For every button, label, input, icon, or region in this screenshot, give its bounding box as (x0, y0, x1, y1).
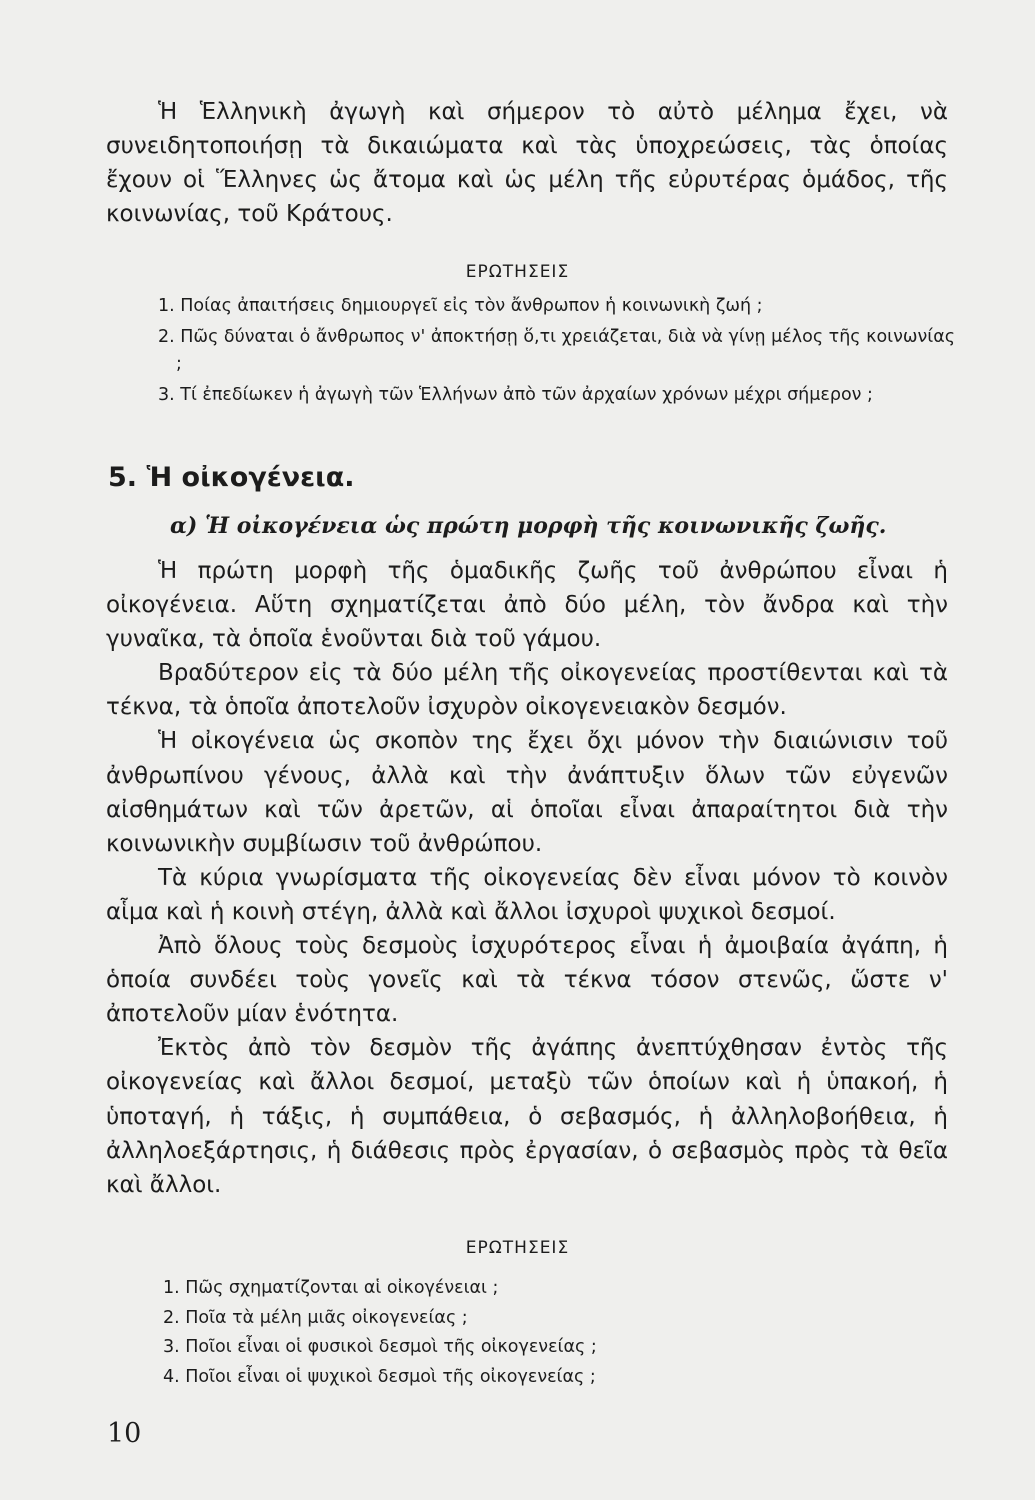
question-item: 3. Ποῖοι εἶναι οἱ φυσικοὶ δεσμοὶ τῆς οἰκογενείας ; (163, 1337, 597, 1357)
question-item: 2. Πῶς δύναται ὁ ἄνθρωπος ν' ἀποκτήσῃ ὅ,τι χρειάζεται, διὰ νὰ γίνῃ μέλος τῆς κοινωνίας ; (158, 327, 956, 374)
page-number: 10 (107, 1418, 142, 1449)
question-item: 3. Τί ἐπεδίωκεν ἡ ἀγωγὴ τῶν Ἑλλήνων ἀπὸ τῶν ἀρχαίων χρόνων μέχρι σήμερον ; (158, 385, 873, 405)
questions-heading-1: ΕΡΩΤΗΣΕΙΣ (465, 262, 570, 282)
section-title: α) Ἡ οἰκογένεια ὡς πρώτη μορφὴ τῆς κοινωνικῆς ζωῆς. (170, 513, 887, 539)
question-item: 1. Πῶς σχηματίζονται αἱ οἰκογένειαι ; (163, 1278, 499, 1298)
body-paragraph: Ἡ πρώτη μορφὴ τῆς ὁμαδικῆς ζωῆς τοῦ ἀνθρώπου εἶναι ἡ οἰκογένεια. Αὕτη σχηματίζεται ἀπὸ δύο μέλη, τὸν ἄνδρα καὶ τὴν γυναῖκα, τὰ ὁποῖα ἑνοῦνται διὰ τοῦ γάμου. (106, 558, 948, 653)
questions-list-2 (163, 1274, 923, 1392)
body-paragraph: Τὰ κύρια γνωρίσματα τῆς οἰκογενείας δὲν εἶναι μόνον τὸ κοινὸν αἷμα καὶ ἡ κοινὴ στέγη, ἀλλὰ καὶ ἄλλοι ἰσχυροὶ ψυχικοὶ δεσμοί. (106, 864, 948, 925)
question-item: 1. Ποίας ἀπαιτήσεις δημιουργεῖ εἰς τὸν ἄνθρωπον ἡ κοινωνικὴ ζωή ; (158, 296, 763, 316)
question-item: 4. Ποῖοι εἶναι οἱ ψυχικοὶ δεσμοὶ τῆς οἰκογενείας ; (163, 1366, 596, 1387)
questions-list-1 (158, 293, 958, 413)
body-paragraph: Βραδύτερον εἰς τὰ δύο μέλη τῆς οἰκογενείας προστίθενται καὶ τὰ τέκνα, τὰ ὁποῖα ἀποτελοῦν ἰσχυρὸν οἰκογενειακὸν δεσμόν. (106, 660, 948, 721)
intro-paragraph: Ἡ Ἑλληνικὴ ἀγωγὴ καὶ σήμερον τὸ αὐτὸ μέλημα ἔχει, νὰ συνειδητοποιήσῃ τὰ δικαιώματα καὶ τὰς ὑποχρεώσεις, τὰς ὁποίας ἔχουν οἱ Ἕλληνες ὡς ἄτομα καὶ ὡς μέλη τῆς εὐρυτέρας ὁμάδος, τῆς κοινωνίας, τοῦ Κράτους. (106, 99, 948, 227)
body-paragraph: Ἀπὸ ὅλους τοὺς δεσμοὺς ἰσχυρότερος εἶναι ἡ ἀμοιβαία ἀγάπη, ἡ ὁποία συνδέει τοὺς γονεῖς καὶ τὰ τέκνα τόσον στενῶς, ὥστε ν' ἀποτελοῦν μίαν ἑνότητα. (106, 933, 948, 1028)
questions-heading-2: ΕΡΩΤΗΣΕΙΣ (465, 1238, 570, 1258)
body-text (106, 554, 948, 1202)
chapter-title: 5. Ἡ οἰκογένεια. (108, 462, 355, 493)
question-item: 2. Ποῖα τὰ μέλη μιᾶς οἰκογενείας ; (163, 1307, 468, 1328)
body-paragraph: Ἐκτὸς ἀπὸ τὸν δεσμὸν τῆς ἀγάπης ἀνεπτύχθησαν ἐντὸς τῆς οἰκογενείας καὶ ἄλλοι δεσμοί, μεταξὺ τῶν ὁποίων καὶ ἡ ὑπακοή, ἡ ὑποταγή, ἡ τάξις, ἡ συμπάθεια, ὁ σεβασμός, ἡ ἀλληλοβοήθεια, ἡ ἀλληλοεξάρτησις, ἡ διάθεσις πρὸς ἐργασίαν, ὁ σεβασμὸς πρὸς τὰ θεῖα καὶ ἄλλοι. (106, 1035, 948, 1198)
intro-text (106, 95, 948, 231)
body-paragraph: Ἡ οἰκογένεια ὡς σκοπὸν της ἔχει ὄχι μόνον τὴν διαιώνισιν τοῦ ἀνθρωπίνου γένους, ἀλλὰ καὶ τὴν ἀνάπτυξιν ὅλων τῶν εὐγενῶν αἰσθημάτων καὶ τῶν ἀρετῶν, αἱ ὁποῖαι εἶναι ἀπαραίτητοι διὰ τὴν κοινωνικὴν συμβίωσιν τοῦ ἀνθρώπου. (106, 728, 948, 857)
